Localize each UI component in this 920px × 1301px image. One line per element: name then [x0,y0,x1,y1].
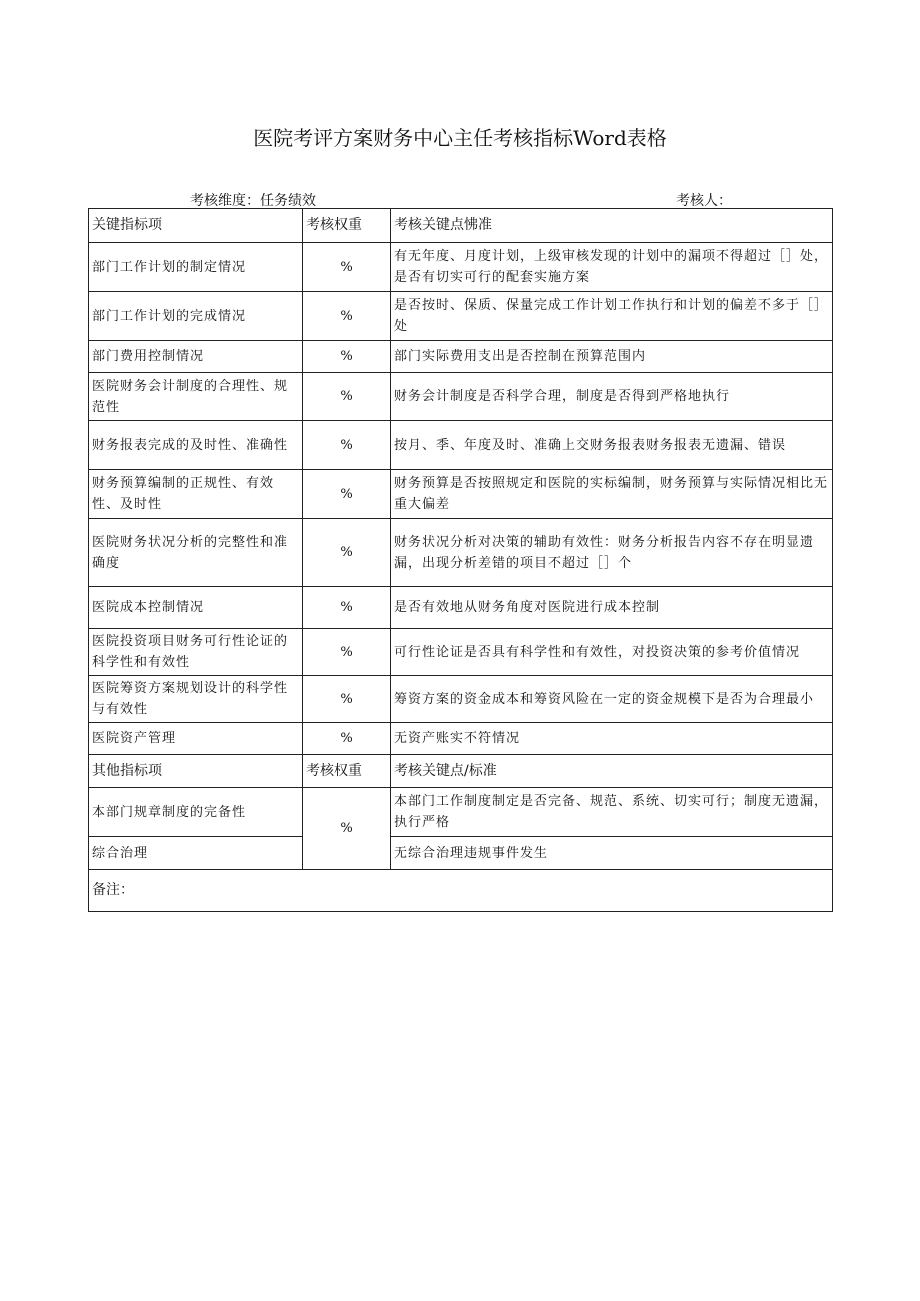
indicator-item: 部门工作计划的制定情况 [89,243,303,292]
remark-label: 备注： [89,870,833,912]
table-row [89,341,833,373]
assessor-label: 考核人： [676,193,732,209]
table-row [89,470,833,519]
indicator-item: 医院成本控制情况 [89,587,303,629]
table-row [89,421,833,470]
indicator-weight: % [303,519,391,587]
indicator-standard: 可行性论证是否具有科学性和有效性，对投资决策的参考价值情况 [391,629,833,676]
other-indicator-standard: 本部门工作制度制定是否完备、规范、系统、切实可行；制度无遗漏，执行严格 [391,788,833,837]
table-row [89,629,833,676]
indicator-standard: 筹资方案的资金成本和筹资风险在一定的资金规模下是否为合理最小 [391,676,833,723]
other-indicator-standard: 无综合治理违规事件发生 [391,837,833,870]
table-row [89,587,833,629]
indicator-item: 医院筹资方案规划设计的科学性与有效性 [89,676,303,723]
page-title: 医院考评方案财务中心主任考核指标Word表格 [253,126,667,150]
indicator-weight: % [303,629,391,676]
indicator-item: 部门工作计划的完成情况 [89,292,303,341]
table-row [89,837,833,870]
indicator-item: 医院投资项目财务可行性论证的科学性和有效性 [89,629,303,676]
table-row [89,292,833,341]
indicator-weight: % [303,243,391,292]
indicator-weight: % [303,723,391,755]
indicator-weight: % [303,470,391,519]
indicator-weight: % [303,341,391,373]
other-indicator-weight: % [303,788,391,870]
table-row [89,723,833,755]
header-standard: 考核关键点怫准 [391,209,833,243]
assessment-dimension: 考核维度：任务绩效 [190,193,316,209]
indicator-weight: % [303,421,391,470]
indicator-standard: 财务会计制度是否科学合理，制度是否得到严格地执行 [391,373,833,421]
indicator-item: 财务预算编制的正规性、有效性、及时性 [89,470,303,519]
indicator-weight: % [303,676,391,723]
table-row [89,519,833,587]
table-row [89,788,833,837]
other-indicator-item: 综合治理 [89,837,303,870]
indicator-item: 财务报表完成的及时性、准确性 [89,421,303,470]
other-header-row [89,755,833,788]
indicator-standard: 按月、季、年度及时、准确上交财务报表财务报表无遗漏、错误 [391,421,833,470]
indicator-standard: 部门实际费用支出是否控制在预算范围内 [391,341,833,373]
indicator-standard: 是否按时、保质、保量完成工作计划工作执行和计划的偏差不多于［］处 [391,292,833,341]
indicator-item: 医院财务状况分析的完整性和准确度 [89,519,303,587]
other-indicator-item: 本部门规章制度的完备性 [89,788,303,837]
header-weight: 考核权重 [303,209,391,243]
remark-row [89,870,833,912]
table-row [89,373,833,421]
table-row [89,676,833,723]
indicator-item: 医院财务会计制度的合理性、规范性 [89,373,303,421]
indicator-item: 部门费用控制情况 [89,341,303,373]
indicator-weight: % [303,373,391,421]
indicator-item: 医院资产管理 [89,723,303,755]
indicator-weight: % [303,587,391,629]
indicator-weight: % [303,292,391,341]
header-other-standard: 考核关键点/标准 [391,755,833,788]
assessment-table [88,208,833,912]
header-key-item: 关键指标项 [89,209,303,243]
indicator-standard: 无资产账实不符情况 [391,723,833,755]
key-header-row [89,209,833,243]
indicator-standard: 是否有效地从财务角度对医院进行成本控制 [391,587,833,629]
indicator-standard: 财务状况分析对决策的辅助有效性：财务分析报告内容不存在明显遗漏，出现分析差错的项目不超过［］个 [391,519,833,587]
header-other-weight: 考核权重 [303,755,391,788]
indicator-standard: 有无年度、月度计划，上级审核发现的计划中的漏项不得超过［］处，是否有切实可行的配套实施方案 [391,243,833,292]
header-other-item: 其他指标项 [89,755,303,788]
table-row [89,243,833,292]
indicator-standard: 财务预算是否按照规定和医院的实标编制，财务预算与实际情况相比无重大偏差 [391,470,833,519]
